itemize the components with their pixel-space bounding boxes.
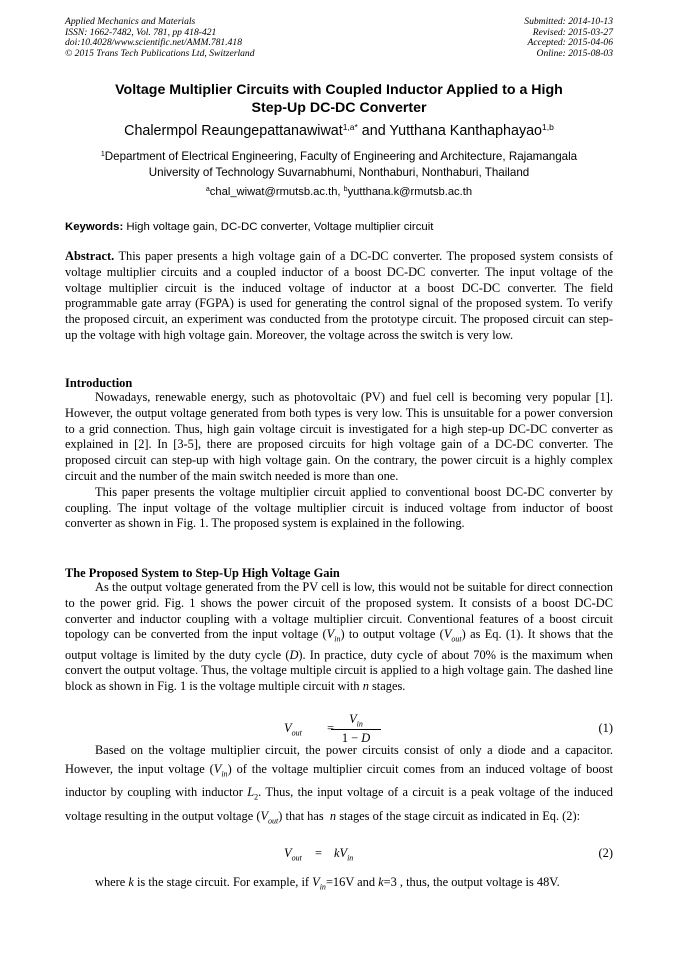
text-run: stages.: [368, 679, 406, 694]
symbol-vin: $V_{in}$: [213, 761, 228, 778]
journal-header-left: [65, 17, 255, 59]
author-emails: [65, 185, 613, 199]
text-run: =16V and: [325, 875, 379, 889]
text-run: =3 , thus, the output voltage is 48V.: [383, 875, 560, 889]
symbol-n: n: [329, 809, 337, 824]
accepted-date: Accepted: 2015-04-06: [527, 37, 613, 49]
keywords-text: High voltage gain, DC-DC converter, Voltage multiplier circuit: [123, 221, 434, 233]
title-line-1: Voltage Multiplier Circuits with Coupled Inductor Applied to a High: [115, 82, 563, 98]
text-run: . Thus, the input voltage of a circuit is a peak voltage of the induced voltage resulting in the output voltage (: [65, 785, 613, 824]
author-conjunction: and: [357, 123, 390, 139]
intro-paragraph-1: Nowadays, renewable energy, such as photovoltaic (PV) and fuel cell is becoming very popular [1]. However, the output voltage generated from both types is very low. This is unsuitable for a power conversion to a grid connection. Thus, high gain voltage circuit is investigated for a high step-up DC-DC converter as explained in [2]. In [3-5], there are proposed circuits for high voltage gain of a DC-DC converter. The proposed circuit can step-up with high voltage gain. On the contrary, the power circuit is a highly complex circuit and the number of the main switch needed is more than one.: [65, 390, 613, 483]
symbol-k: k: [128, 875, 134, 889]
journal-header-right: [524, 17, 613, 59]
email-marker-a: a: [205, 186, 210, 193]
proposed-paragraph-1: [65, 580, 613, 695]
affil-line-2: University of Technology Suvarnabhumi, Nonthaburi, Nonthaburi, Thailand: [148, 166, 530, 179]
eq2-lhs: $V_{out}$: [284, 846, 302, 863]
symbol-vin: $V_{in}$: [312, 875, 326, 892]
eq2-rhs: $kV_{in}$: [334, 846, 354, 863]
symbol-l2: $L_2$: [247, 785, 259, 802]
email-marker-b: b: [343, 186, 348, 193]
symbol-n: n: [362, 679, 369, 694]
author-1-affil: 1,a*: [342, 122, 358, 132]
online-date: Online: 2015-08-03: [536, 47, 613, 59]
author-2: Yutthana Kanthaphayao: [389, 123, 543, 139]
abstract: [65, 249, 613, 344]
abstract-label: Abstract.: [65, 249, 115, 263]
eq1-number: (1): [598, 721, 613, 735]
text-run: Based on the voltage multiplier circuit, the power circuits consist of only a diode and a capacitor. However, the input voltage (: [65, 743, 613, 776]
text-run: As the output voltage generated from the PV cell is low, this would not be suitable for direct connection to the power grid. Fig. 1 shows the power circuit of the proposed system. It consists of a boost DC-DC converter and inductor coupling with a voltage multiplier circuit. Conventional features of a boost circuit topology can be converted from the input voltage (: [65, 580, 613, 642]
doi-line: doi:10.4028/www.scientific.net/AMM.781.418: [65, 37, 243, 49]
symbol-vout: $V_{out}$: [260, 809, 279, 826]
text-run: ) of the voltage multiplier circuit comes from an induced voltage of boost inductor by coupling with inductor: [65, 761, 614, 800]
equation-2: [65, 844, 613, 864]
text-run: ). In practice, duty cycle of about 70% is the maximum when convert the output voltage. Thus, the voltage multiple circuit is applied to a high voltage gain. The dashed line block as shown in Fig. 1 is the voltage multiple circuit with: [65, 647, 614, 694]
introduction-body: [65, 390, 613, 532]
affil-line-1: Department of Electrical Engineering, Faculty of Engineering and Architecture, Rajamangala: [104, 150, 578, 163]
text-run: ) to output voltage (: [340, 627, 444, 642]
keywords: [65, 220, 613, 234]
text-run: ) that has: [278, 809, 330, 824]
revised-date: Revised: 2015-03-27: [532, 26, 613, 38]
eq2-number: (2): [598, 846, 613, 860]
eq1-numerator: $V_{in}$: [331, 712, 381, 730]
text-run: is the stage circuit. For example, if: [133, 875, 313, 889]
section-heading-introduction: Introduction: [65, 376, 133, 390]
keywords-label: Keywords:: [65, 221, 124, 233]
author-1: Chalermpol Reaungepattanawiwat: [124, 123, 343, 139]
affiliation: [65, 149, 613, 181]
symbol-d: D: [289, 647, 299, 662]
text-run: stages of the stage circuit as indicated in Eq. (2):: [336, 809, 581, 824]
eq1-equals: =: [327, 721, 334, 735]
author-2-affil: 1,b: [542, 122, 554, 132]
title-line-2: Step-Up DC-DC Converter: [251, 100, 427, 116]
proposed-paragraph-2: [65, 741, 613, 831]
submitted-date: Submitted: 2014-10-13: [524, 16, 613, 27]
symbol-vout: $V_{out}$: [443, 627, 462, 644]
text-run: ) as Eq. (1). It shows that the output voltage is limited by the duty cycle (: [65, 627, 614, 662]
eq2-equals: =: [315, 846, 322, 860]
author-list: [65, 122, 613, 140]
text-run: where: [95, 875, 129, 889]
affil-marker: 1: [100, 151, 105, 158]
abstract-text: This paper presents a high voltage gain of a DC-DC converter. The proposed system consists of voltage multiplier circuits and a coupled inductor of a boost DC-DC converter. The input voltage of the voltage multiplier circuit is the induced voltage of inductor at a boost DC-DC converter. The field programmable gate array (FGPA) is used for generating the control signal of the proposed system. To verify the proposed circuit, an experiment was conducted from the prototype circuit. The proposed circuit can step-up the voltage with high voltage gain. Moreover, the voltage across the switch is very low.: [65, 249, 613, 342]
email-b: yutthana.k@rmutsb.ac.th: [347, 186, 473, 198]
copyright-line: © 2015 Trans Tech Publications Ltd, Switzerland: [65, 47, 255, 59]
eq1-denominator: 1 − D: [341, 731, 371, 746]
paper-title: [65, 81, 613, 117]
intro-paragraph-2: This paper presents the voltage multiplier circuit applied to conventional boost DC-DC converter by coupling. The input voltage of the voltage multiplier circuit is induced voltage from inductor of boost converter as shown in Fig. 1. The proposed system is explained in the following.: [65, 484, 613, 531]
section-heading-proposed-system: The Proposed System to Step-Up High Voltage Gain: [65, 566, 340, 580]
eq1-lhs: $V_{out}$: [284, 721, 302, 738]
email-a: chal_wiwat@rmutsb.ac.th,: [209, 186, 344, 198]
journal-name: Applied Mechanics and Materials: [65, 16, 196, 27]
symbol-vin: $V_{in}$: [326, 627, 341, 644]
proposed-paragraph-3: [65, 875, 613, 895]
symbol-k: k: [378, 875, 384, 889]
issn-line: ISSN: 1662-7482, Vol. 781, pp 418-421: [65, 26, 217, 38]
